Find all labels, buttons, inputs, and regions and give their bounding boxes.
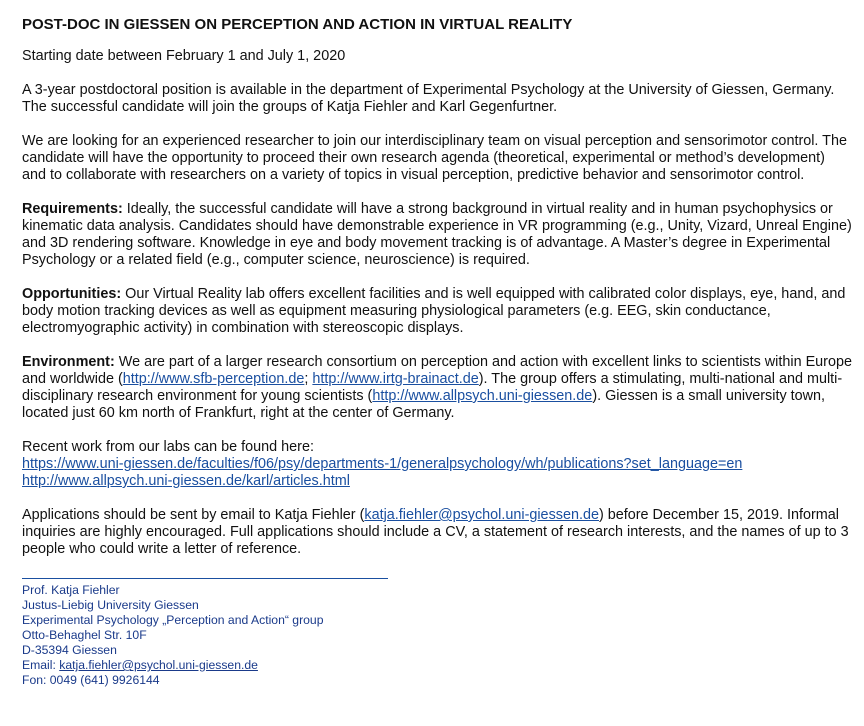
intro-paragraph: A 3-year postdoctoral position is available in the department of Experimental Psychology at the University of Giessen, Germany. The successful candidate will join the groups of Katja Fiehler and Karl Gegenfurtner. [22, 82, 835, 115]
environment-label: Environment: [22, 354, 115, 370]
environment-separator: ; [304, 371, 313, 387]
looking-paragraph: We are looking for an experienced researcher to join our interdisciplinary team on visual perception and sensorimotor control. The candidate will have the opportunity to proceed their own research agenda (theoretical, experimental or method’s development) and to collaborate with researchers on a variety of topics in visual perception, predictive behavior and sensorimotor control. [22, 133, 847, 183]
publications-link[interactable]: https://www.uni-giessen.de/faculties/f06/psy/departments-1/generalpsychology/wh/publications?set_language=en [22, 456, 743, 472]
applications-email-link[interactable]: katja.fiehler@psychol.uni-giessen.de [364, 507, 599, 523]
signature-email-line [22, 658, 852, 673]
requirements-paragraph [22, 201, 852, 269]
irtg-brainact-link[interactable]: http://www.irtg-brainact.de [312, 371, 479, 387]
signature-street: Otto-Behaghel Str. 10F [22, 628, 147, 642]
recent-work-text: Recent work from our labs can be found here: [22, 439, 314, 455]
signature-university: Justus-Liebig University Giessen [22, 598, 199, 612]
articles-link[interactable]: http://www.allpsych.uni-giessen.de/karl/articles.html [22, 473, 350, 489]
signature-name: Prof. Katja Fiehler [22, 583, 120, 597]
opportunities-text: Our Virtual Reality lab offers excellent facilities and is well equipped with calibrated color displays, eye, hand, and body motion tracking devices as well as equipment measuring physiological parameters (e.g. EEG, skin conductance, electromyographic activity) in combination with stereoscopic displays. [22, 286, 846, 336]
page-title: POST-DOC IN GIESSEN ON PERCEPTION AND ACTION IN VIRTUAL REALITY [22, 16, 573, 33]
signature-phone: Fon: 0049 (641) 9926144 [22, 673, 160, 687]
job-posting [22, 15, 852, 688]
environment-text-1: We are part of a larger research consortium on perception and action with excellent links to scientists within Europe and worldwide ( [22, 354, 852, 387]
sfb-perception-link[interactable]: http://www.sfb-perception.de [122, 371, 305, 387]
allpsych-link[interactable]: http://www.allpsych.uni-giessen.de [372, 388, 593, 404]
signature-group: Experimental Psychology „Perception and Action“ group [22, 613, 324, 627]
environment-text-2: ). The group offers a stimulating, multi-national and multi-disciplinary research environment for young scientists ( [22, 371, 843, 404]
requirements-label: Requirements: [22, 201, 123, 217]
opportunities-label: Opportunities: [22, 286, 122, 302]
start-date: Starting date between February 1 and July 1, 2020 [22, 48, 346, 64]
signature-email-link[interactable]: katja.fiehler@psychol.uni-giessen.de [59, 658, 258, 672]
applications-paragraph [22, 507, 852, 558]
environment-paragraph [22, 354, 852, 422]
environment-text-3: ). Giessen is a small university town, located just 60 km north of Frankfurt, right at the center of Germany. [22, 388, 826, 421]
signature-block [22, 583, 852, 688]
signature-divider [22, 578, 388, 579]
applications-text-2: ) before December 15, 2019. Informal inquiries are highly encouraged. Full applications should include a CV, a statement of research interests, and the names of up to 3 people who could write a letter of reference. [22, 507, 849, 557]
requirements-text: Ideally, the successful candidate will have a strong background in virtual reality and in human psychophysics or kinematic data analysis. Candidates should have demonstrable experience in VR programming (e.g., Unity, Vizard, Unreal Engine) and 3D rendering software. Knowledge in eye and body movement tracking is of advantage. A Master’s degree in Experimental Psychology or a related field (e.g., computer science, neuroscience) is required. [22, 201, 852, 268]
opportunities-paragraph [22, 286, 852, 337]
applications-text-1: Applications should be sent by email to Katja Fiehler ( [22, 507, 365, 523]
signature-email-label: Email: [22, 658, 60, 672]
signature-city: D-35394 Giessen [22, 643, 117, 657]
recent-work-paragraph [22, 439, 852, 490]
